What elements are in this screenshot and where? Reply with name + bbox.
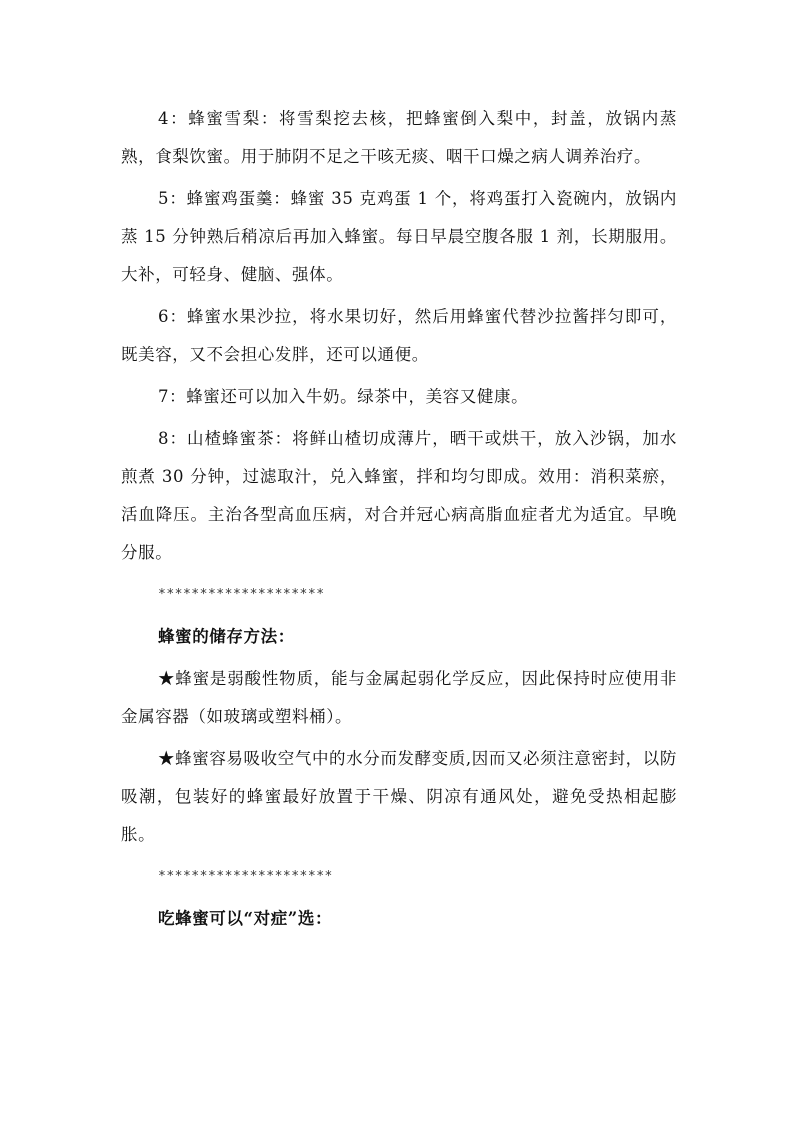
- recipe-paragraph-5: 5：蜂蜜鸡蛋羹：蜂蜜 35 克鸡蛋 1 个，将鸡蛋打入瓷碗内，放锅内蒸 15 分钟熟后稍凉后再加入蜂蜜。每日早晨空腹各服 1 剂，长期服用。大补，可轻身、健脑、强体。: [121, 189, 677, 284]
- recipe-paragraph-8: 8：山楂蜂蜜茶：将鲜山楂切成薄片，晒干或烘干，放入沙锅，加水煎煮 30 分钟，过滤取汁，兑入蜂蜜，拌和均匀即成。效用：消积菜瘀，活血降压。主治各型高血压病，对合并冠心病高脂血症者尤为适宜。早晚分服。: [121, 429, 677, 562]
- storage-item-2: ★蜂蜜容易吸收空气中的水分而发酵变质,因而又必须注意密封，以防吸潮，包装好的蜂蜜最好放置于干燥、阴凉有通风处，避免受热相起膨胀。: [121, 749, 677, 844]
- recipe-paragraph-7: 7：蜂蜜还可以加入牛奶。绿茶中，美容又健康。: [158, 387, 529, 406]
- storage-item-1: ★蜂蜜是弱酸性物质，能与金属起弱化学反应，因此保持时应使用非金属容器（如玻璃或塑料桶）。: [121, 669, 677, 726]
- separator-line-2: *********************: [158, 869, 333, 884]
- recipe-paragraph-4: 4：蜂蜜雪梨：将雪梨挖去核，把蜂蜜倒入梨中，封盖，放锅内蒸熟，食梨饮蜜。用于肺阴不足之干咳无痰、咽干口燥之病人调养治疗。: [121, 109, 677, 166]
- storage-heading: 蜂蜜的储存方法：: [158, 627, 295, 646]
- symptom-heading: 吃蜂蜜可以“对症”选：: [158, 909, 333, 928]
- recipe-paragraph-6: 6：蜂蜜水果沙拉，将水果切好，然后用蜂蜜代替沙拉酱拌匀即可，既美容，又不会担心发胖，还可以通便。: [121, 307, 677, 364]
- separator-line: ********************: [158, 587, 325, 602]
- document-body: [121, 100, 677, 938]
